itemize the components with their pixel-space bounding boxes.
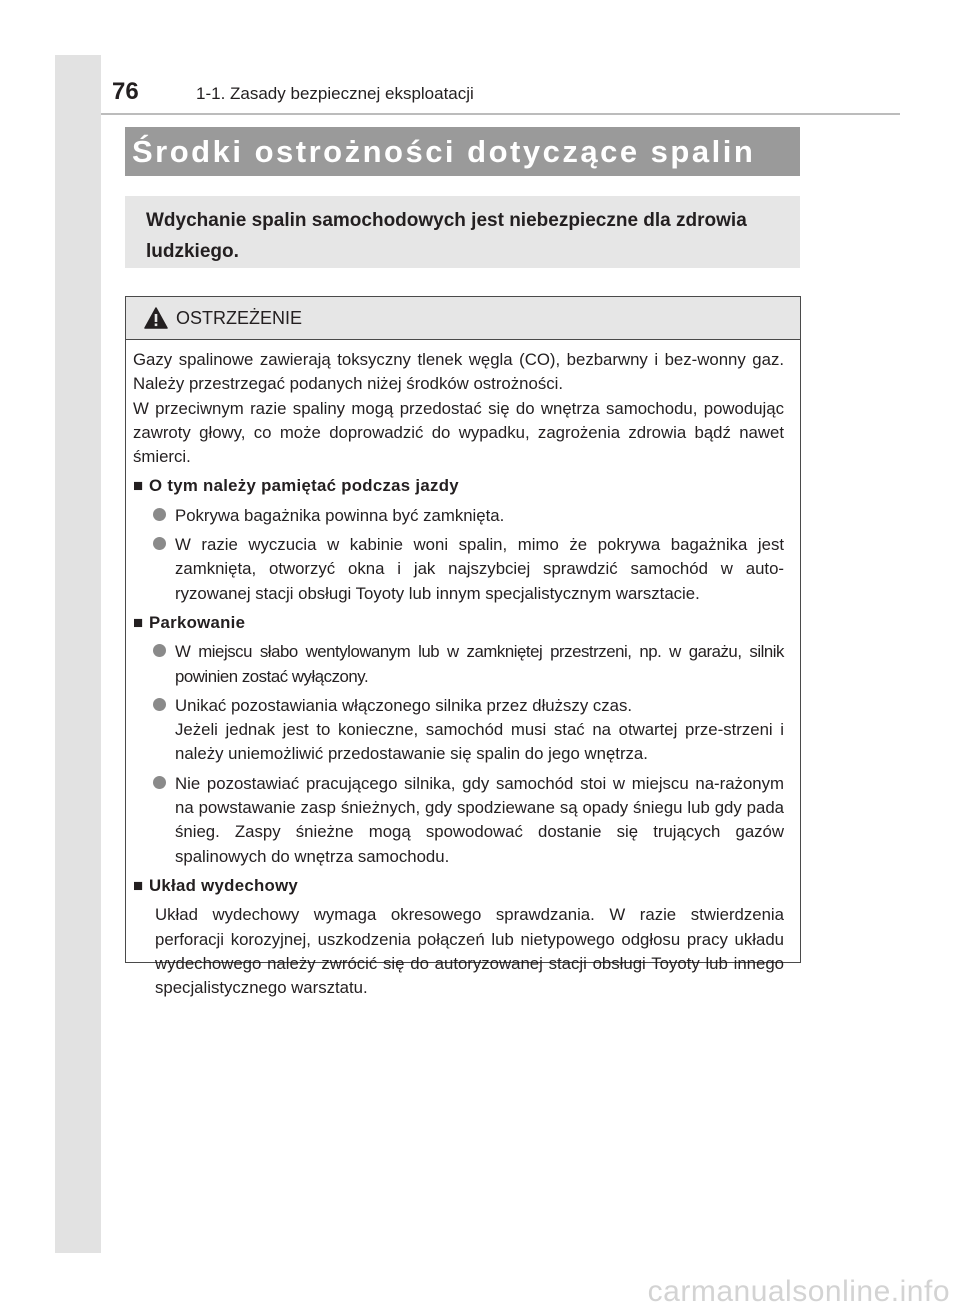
warning-header	[126, 297, 800, 340]
list-item	[133, 533, 784, 606]
subsection-heading	[133, 874, 784, 898]
bullet-dot-icon	[153, 772, 171, 790]
subsection-heading-text: Układ wydechowy	[149, 875, 299, 895]
list-item-text: Nie pozostawiać pracującego silnika, gdy samochód stoi w miejscu na-rażonym na powstawanie zasp śnieżnych, gdy spodziewane są opady śniegu lub gdy pada śnieg. Zaspy śnieżne mogą spowodować dostanie się trujących gazów spalinowych do wnętrza samochodu.	[175, 773, 784, 866]
header-rule	[101, 113, 900, 115]
watermark: carmanualsonline.info	[647, 1275, 950, 1308]
square-marker-icon: ■	[133, 875, 144, 895]
warning-triangle-icon	[144, 307, 168, 329]
intro-box	[125, 196, 800, 268]
section-header: 1-1. Zasady bezpiecznej eksploatacji	[196, 84, 474, 103]
bullet-dot-icon	[153, 640, 171, 658]
warning-label: OSTRZEŻENIE	[176, 308, 303, 328]
list-item-text: Pokrywa bagażnika powinna być zamknięta.	[175, 505, 505, 525]
list-item	[133, 694, 784, 767]
list-item-text: W razie wyczucia w kabinie woni spalin, mimo że pokrywa bagażnika jest zamknięta, otworzyć okna i jak najszybciej sprawdzić samochód w auto-ryzowanej stacji obsługi Toyoty lub innym specjalistycznym warsztacie.	[175, 535, 784, 603]
subsection-heading-text: O tym należy pamiętać podczas jazdy	[149, 476, 459, 496]
list-item	[133, 504, 784, 528]
list-item-line: Unikać pozostawiania włączonego silnika przez dłuższy czas.	[175, 695, 633, 715]
page-title: Środki ostrożności dotyczące spalin	[125, 127, 800, 176]
list-item	[133, 772, 784, 869]
subsection-text: Układ wydechowy wymaga okresowego sprawdzania. W razie stwierdzenia perforacji korozyjnej, uszkodzenia połączeń lub nietypowego odgłosu pracy układu wydechowego należy zwrócić się do autoryzowanej stacji obsługi Toyoty lub innego specjalistycznego warsztatu.	[155, 905, 784, 998]
square-marker-icon: ■	[133, 476, 144, 496]
list-item-continuation: Jeżeli jednak jest to konieczne, samochód musi stać na otwartej prze-strzeni i należy uniemożliwić przedostawanie się spalin do jego wnętrza.	[175, 720, 784, 764]
warning-box	[125, 296, 801, 998]
subsection-heading-text: Parkowanie	[149, 612, 246, 632]
intro-text: Wdychanie spalin samochodowych jest niebezpieczne dla zdrowia ludzkiego.	[146, 210, 747, 262]
bullet-dot-icon	[153, 533, 171, 551]
warning-body	[126, 340, 800, 1000]
list-item-text: W miejscu słabo wentylowanym lub w zamkniętej przestrzeni, np. w garażu, silnik powinien zostać wyłączony.	[175, 642, 784, 686]
list-item-text	[171, 694, 784, 767]
square-marker-icon: ■	[133, 612, 144, 632]
subsection-heading	[133, 611, 784, 635]
warning-paragraph: Gazy spalinowe zawierają toksyczny tlenek węgla (CO), bezbarwny i bez-wonny gaz. Należy przestrzegać podanych niżej środków ostrożności.	[133, 350, 784, 394]
bullet-dot-icon	[153, 694, 171, 712]
warning-paragraph: W przeciwnym razie spaliny mogą przedostać się do wnętrza samochodu, powodując zawroty głowy, co może doprowadzić do wypadku, zagrożenia zdrowia bądź nawet śmierci.	[133, 398, 784, 467]
page-number: 76	[112, 78, 139, 105]
bullet-dot-icon	[153, 504, 171, 522]
list-item	[133, 640, 784, 689]
subsection-heading	[133, 474, 784, 498]
side-strip	[55, 55, 101, 1253]
